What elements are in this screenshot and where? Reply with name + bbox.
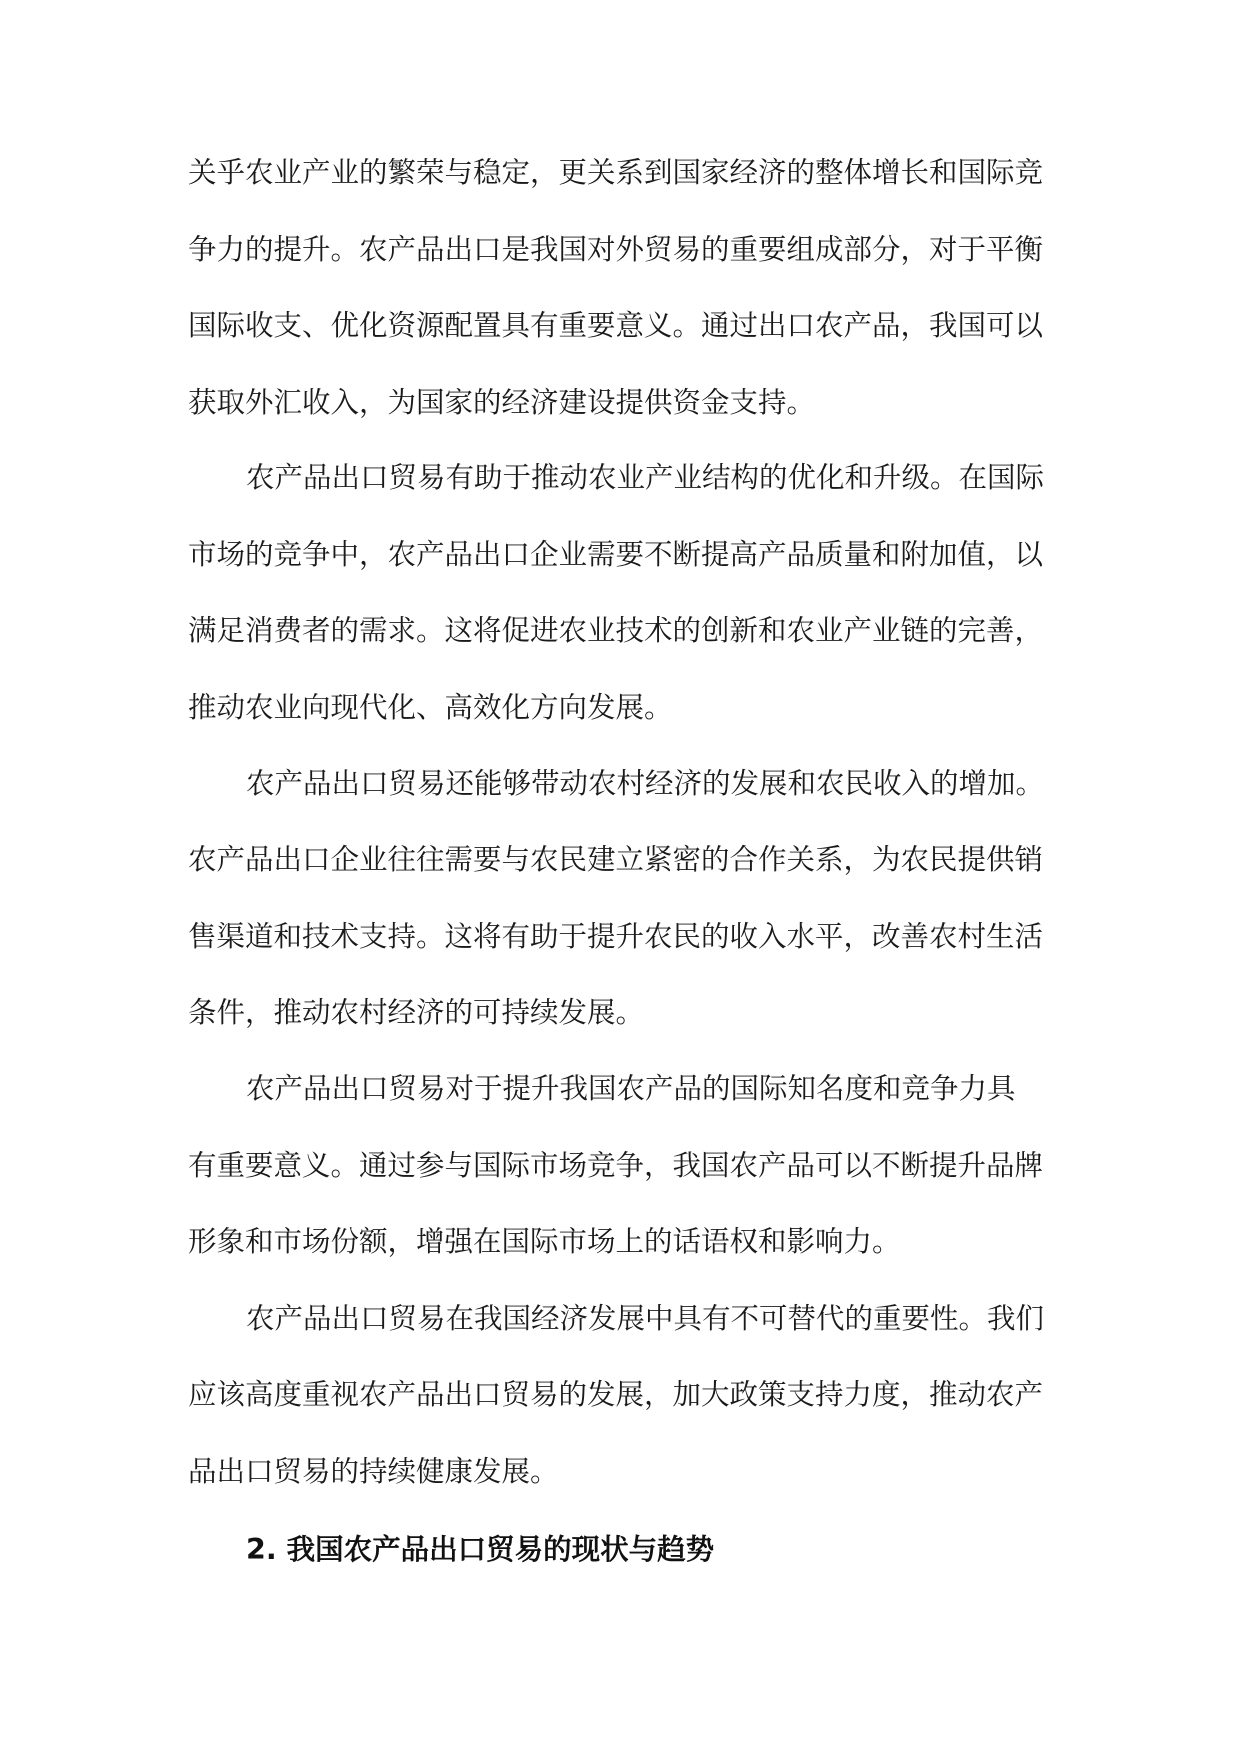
paragraph-4-line-3: 形象和市场份额，增强在国际市场上的话语权和影响力。 <box>188 1225 901 1258</box>
paragraph-2-line-4: 推动农业向现代化、高效化方向发展。 <box>188 691 673 724</box>
paragraph-5-line-1: 农产品出口贸易在我国经济发展中具有不可替代的重要性。我们 <box>246 1302 1045 1335</box>
paragraph-1-line-2: 争力的提升。农产品出口是我国对外贸易的重要组成部分，对于平衡 <box>188 233 1044 266</box>
paragraph-3-line-1: 农产品出口贸易还能够带动农村经济的发展和农民收入的增加。 <box>246 767 1045 800</box>
paragraph-2-line-3: 满足消费者的需求。这将促进农业技术的创新和农业产业链的完善， <box>188 614 1044 647</box>
paragraph-3-line-2: 农产品出口企业往往需要与农民建立紧密的合作关系，为农民提供销 <box>188 843 1044 876</box>
paragraph-5-line-2: 应该高度重视农产品出口贸易的发展，加大政策支持力度，推动农产 <box>188 1378 1044 1411</box>
paragraph-3-line-3: 售渠道和技术支持。这将有助于提升农民的收入水平，改善农村生活 <box>188 920 1044 953</box>
paragraph-2-line-1: 农产品出口贸易有助于推动农业产业结构的优化和升级。在国际 <box>246 461 1045 494</box>
paragraph-2-line-2: 市场的竞争中，农产品出口企业需要不断提高产品质量和附加值，以 <box>188 538 1044 571</box>
paragraph-1-line-4: 获取外汇收入，为国家的经济建设提供资金支持。 <box>188 386 816 419</box>
paragraph-3-line-4: 条件，推动农村经济的可持续发展。 <box>188 996 645 1029</box>
paragraph-1-line-1: 关乎农业产业的繁荣与稳定，更关系到国家经济的整体增长和国际竞 <box>188 156 1044 189</box>
paragraph-4-line-1: 农产品出口贸易对于提升我国农产品的国际知名度和竞争力具 <box>246 1072 1016 1105</box>
section-heading: 2. 我国农产品出口贸易的现状与趋势 <box>246 1533 715 1566</box>
paragraph-4-line-2: 有重要意义。通过参与国际市场竞争，我国农产品可以不断提升品牌 <box>188 1149 1044 1182</box>
paragraph-1-line-3: 国际收支、优化资源配置具有重要意义。通过出口农产品，我国可以 <box>188 309 1044 342</box>
paragraph-5-line-3: 品出口贸易的持续健康发展。 <box>188 1455 559 1488</box>
